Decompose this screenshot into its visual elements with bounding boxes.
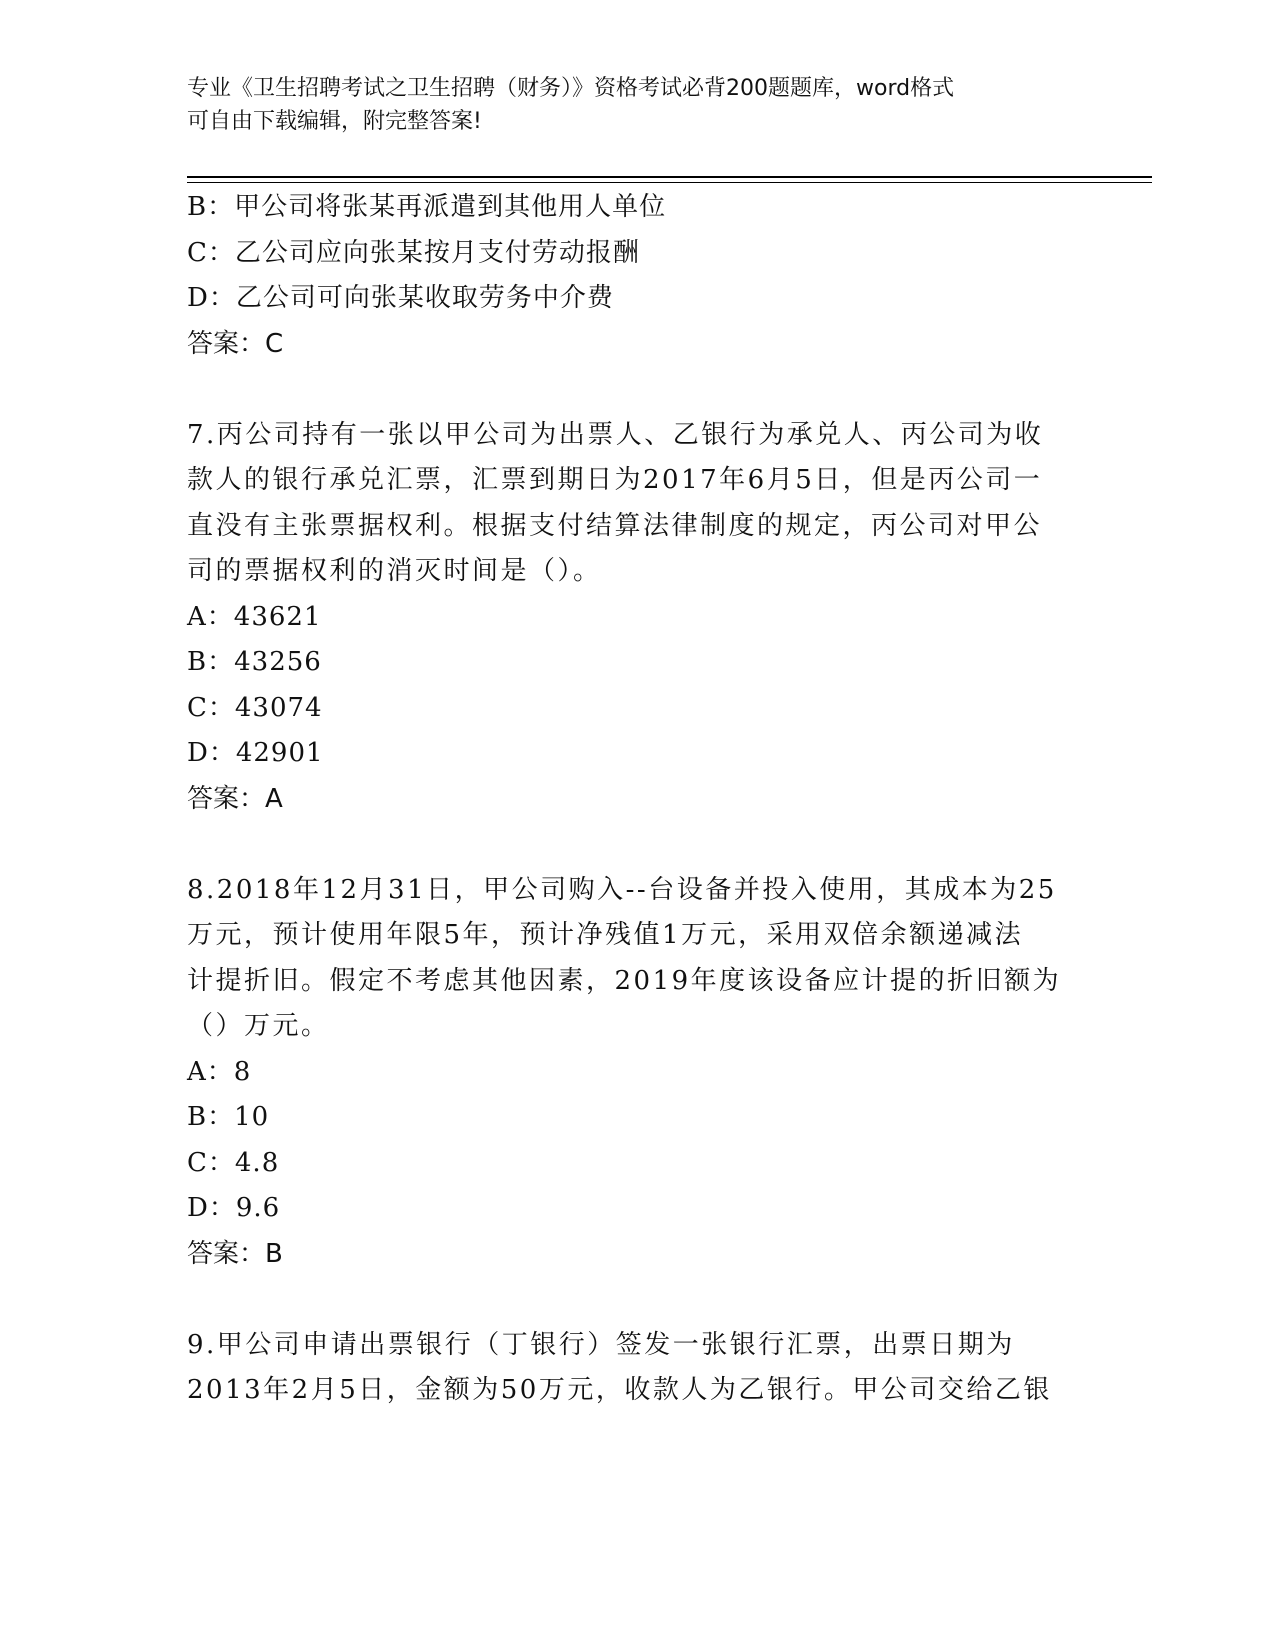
- header-rule-thick: [187, 176, 1152, 178]
- question-7: [187, 413, 1087, 823]
- option-b: B：43256: [187, 647, 322, 677]
- question-6-tail: [187, 185, 1087, 367]
- answer-label: 答案：C: [187, 328, 284, 359]
- option-a: A：8: [187, 1056, 252, 1087]
- question-stem-line: 2013年2月5日，金额为50万元，收款人为乙银行。甲公司交给乙银: [187, 1375, 1052, 1405]
- option-c: C：43074: [187, 692, 323, 723]
- header-rule-thin: [187, 182, 1152, 183]
- question-stem-line: 直没有主张票据权利。根据支付结算法律制度的规定，丙公司对甲公: [187, 510, 1043, 541]
- question-stem-line: 款人的银行承兑汇票，汇票到期日为2017年6月5日，但是丙公司一: [187, 465, 1043, 495]
- question-stem-line: 7.丙公司持有一张以甲公司为出票人、乙银行为承兑人、丙公司为收: [187, 419, 1044, 450]
- question-stem-line: 万元，预计使用年限5年，预计净残值1万元，采用双倍余额递减法: [187, 920, 1024, 950]
- question-stem-line: 8.2018年12月31日，甲公司购入--台设备并投入使用，其成本为25: [187, 874, 1057, 905]
- question-stem-line: 司的票据权利的消灭时间是（）。: [187, 556, 602, 586]
- option-d: D：9.6: [187, 1193, 281, 1223]
- option-c: C：4.8: [187, 1147, 280, 1178]
- question-list: [187, 185, 1087, 1414]
- option-b: B：甲公司将张某再派遣到其他用人单位: [187, 192, 667, 222]
- answer-label: 答案：B: [187, 1238, 283, 1269]
- question-stem-line: 计提折旧。假定不考虑其他因素，2019年度该设备应计提的折旧额为: [187, 965, 1062, 996]
- option-c: C：乙公司应向张某按月支付劳动报酬: [187, 237, 640, 268]
- option-b: B：10: [187, 1102, 270, 1132]
- question-stem-line: （）万元。: [187, 1011, 330, 1041]
- question-9: [187, 1323, 1087, 1414]
- option-d: D：42901: [187, 738, 324, 768]
- header-line-2: 可自由下载编辑，附完整答案!: [187, 109, 482, 134]
- option-a: A：43621: [187, 601, 322, 632]
- question-8: [187, 868, 1087, 1278]
- header-line-1: 专业《卫生招聘考试之卫生招聘（财务）》资格考试必背200题题库，word格式: [187, 76, 955, 101]
- answer-label: 答案：A: [187, 783, 283, 814]
- question-stem-line: 9.甲公司申请出票银行（丁银行）签发一张银行汇票，出票日期为: [187, 1329, 1015, 1360]
- document-header: [187, 72, 1067, 138]
- option-d: D：乙公司可向张某收取劳务中介费: [187, 283, 614, 313]
